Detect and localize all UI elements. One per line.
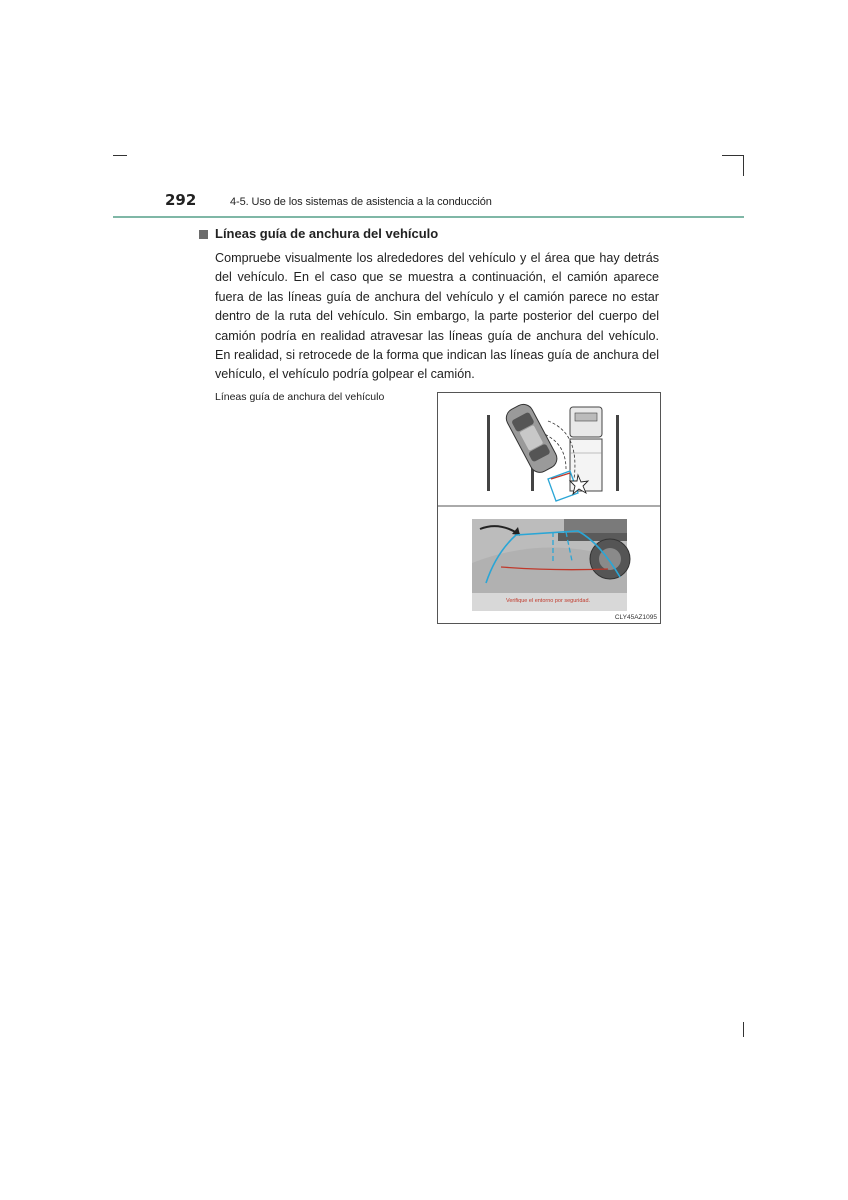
parking-lot-scene — [487, 401, 619, 501]
body-paragraph: Compruebe visualmente los alrededores del vehículo y el área que hay detrás del vehículo. En el caso que se muestra a continuación, el camión aparece fuera de las líneas guía de anchura del vehículo y el camión parece no estar dentro de la ruta del vehículo. Sin embargo, la parte posterior del cuerpo del camión podría en realidad atravesar las líneas guía de anchura del vehículo. En realidad, si retrocede de la forma que indican las líneas guía de anchura del vehículo, el vehículo podría golpear el camión. — [215, 251, 659, 382]
crop-mark-bottom-right — [743, 1022, 744, 1037]
header-rule — [113, 216, 744, 218]
crop-mark-top-right-h — [722, 155, 744, 156]
figure-caption: Líneas guía de anchura del vehículo — [215, 391, 385, 403]
section-title: 4-5. Uso de los sistemas de asistencia a la conducción — [230, 196, 492, 208]
subsection-heading: Líneas guía de anchura del vehículo — [215, 226, 439, 241]
figure-illustration — [437, 392, 661, 624]
crop-mark-top-right-v — [743, 155, 744, 176]
illustration-drawing — [438, 393, 660, 623]
figure-code: CLY45AZ1095 — [614, 614, 657, 621]
page-number: 292 — [165, 191, 197, 209]
crop-mark-top-left — [113, 155, 127, 156]
screen-warning-message: Verifique el entorno por seguridad. — [505, 598, 591, 604]
truck-overhead — [570, 407, 602, 491]
square-bullet-icon — [199, 230, 208, 239]
